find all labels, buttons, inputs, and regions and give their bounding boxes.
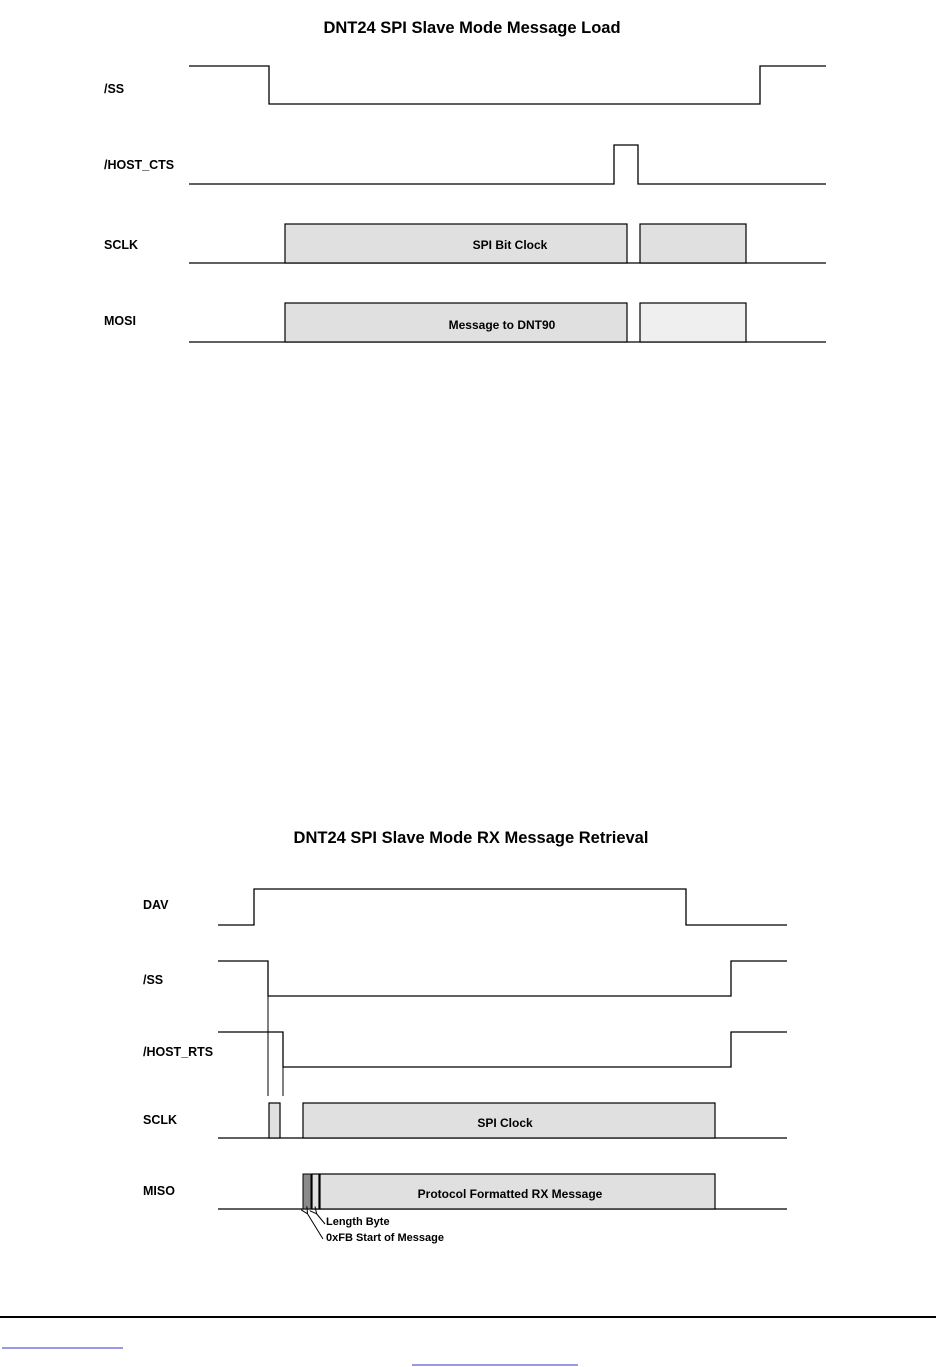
diagram1-title: DNT24 SPI Slave Mode Message Load <box>323 19 621 37</box>
host-cts-waveform <box>189 145 826 184</box>
ss-waveform-2 <box>218 961 787 996</box>
length-byte-annotation: Length Byte <box>326 1216 390 1228</box>
signal-label-mosi: MOSI <box>104 314 136 328</box>
mosi-data-box-2 <box>640 303 746 342</box>
miso-box-label: Protocol Formatted RX Message <box>417 1187 603 1201</box>
ss-waveform <box>189 66 826 104</box>
mosi-box-label: Message to DNT90 <box>448 318 556 332</box>
diagram-rx-retrieval <box>143 829 787 1244</box>
sclk-box-label-2: SPI Clock <box>477 1116 533 1130</box>
signal-label-dav: DAV <box>143 898 169 912</box>
signal-label-sclk-2: SCLK <box>143 1113 178 1127</box>
miso-start-of-message-byte <box>303 1174 311 1209</box>
sclk-box-label: SPI Bit Clock <box>472 238 548 252</box>
length-byte-arrow <box>316 1213 325 1224</box>
signal-label-host-cts: /HOST_CTS <box>104 158 175 172</box>
start-of-message-arrow <box>307 1213 323 1239</box>
miso-length-byte <box>312 1174 319 1209</box>
signal-label-ss-2: /SS <box>143 973 164 987</box>
host-rts-waveform <box>218 1032 787 1067</box>
signal-label-host-rts: /HOST_RTS <box>143 1045 214 1059</box>
sclk-pre-pulse-box <box>269 1103 280 1138</box>
signal-label-miso: MISO <box>143 1184 175 1198</box>
signal-label-ss: /SS <box>104 82 125 96</box>
start-of-message-annotation: 0xFB Start of Message <box>326 1232 444 1244</box>
page-footer <box>0 1317 936 1365</box>
diagram2-title: DNT24 SPI Slave Mode RX Message Retrieval <box>293 829 649 847</box>
signal-label-sclk: SCLK <box>104 238 139 252</box>
sclk-burst-box <box>285 224 627 263</box>
dav-waveform <box>218 889 787 925</box>
diagram-message-load <box>104 19 826 342</box>
sclk-burst-box-2 <box>640 224 746 263</box>
